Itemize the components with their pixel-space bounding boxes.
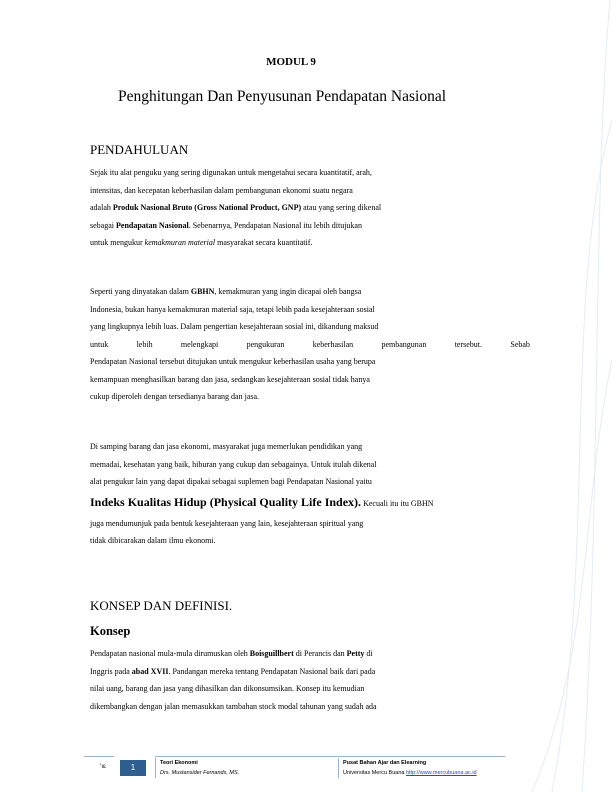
text-line: Seperti yang dinyatakan dalam GBHN, kemakmuran yang ingin dicapai oleh bangsa — [90, 287, 362, 296]
text-line: Pendapatan nasional mula-mula dirumuskan oleh Boisguillbert di Perancis dan Petty di — [90, 649, 373, 658]
paragraph-intro-3 — [90, 438, 530, 550]
footer-university: Universitas Mercu Buana http://www.mercubuana.ac.id — [343, 770, 477, 776]
text-line: kemampuan menghasilkan barang dan jasa, sedangkan kesejahteraan sosial tidak hanya — [90, 374, 370, 384]
text-line: untuk mengukur kemakmuran material masyarakat secara kuantitatif. — [90, 238, 313, 247]
text-line: Di samping barang dan jasa ekonomi, masyarakat juga memerlukan pendidikan yang — [90, 442, 363, 451]
decorative-curves — [522, 0, 612, 792]
text-line: Sejak itu alat penguku yang sering digunakan untuk mengetahui secara kuantitatif, arah, — [90, 168, 372, 177]
page-number-badge: 1 — [120, 760, 146, 776]
text-line: Indeks Kualitas Hidup (Physical Quality Life Index). Kecuali itu itu GBHN — [90, 494, 434, 509]
module-number: MODUL 9 — [266, 56, 316, 68]
paragraph-intro-2 — [90, 283, 530, 406]
footer-divider — [155, 756, 505, 757]
text-line: cukup diperoleh dengan tersedianya barang dan jasa. — [90, 392, 260, 401]
text-line: juga mendumunjuk pada bentuk kesejahteraan yang lain, kesejahteraan spiritual yang — [90, 518, 364, 528]
footer-author: Drs. Mustansider Fernands, MS. — [160, 770, 240, 776]
text-line: sebagai Pendapatan Nasional. Sebenarnya, Pendapatan Nasional itu lebih ditujukan — [90, 220, 362, 230]
footer-mark: ‘ıɛ — [100, 764, 106, 770]
text-line: alat pengukur lain yang dapat dipakai sebagai suplemen bagi Pendapatan Nasional yaitu — [90, 477, 372, 486]
section-heading-pendahuluan: PENDAHULUAN — [90, 142, 189, 157]
paragraph-intro-1 — [90, 164, 530, 252]
footer-vertical-divider — [155, 758, 156, 778]
text-line: Pendapatan Nasional tersebut ditujukan untuk mengukur keberhasilan usaha yang berupa — [90, 357, 376, 366]
text-line: memadai, kesehatan yang baik, hiburan yang cukup dan sebagainya. Untuk itulah dikenal — [90, 459, 377, 469]
subsection-heading-konsep: Konsep — [90, 624, 131, 638]
text-line: Inggris pada abad XVII. Pandangan mereka tentang Pendapatan Nasional baik dari pada — [90, 666, 376, 676]
footer-org: Pusat Bahan Ajar dan Elearning — [343, 760, 427, 766]
text-line: intensitas, dan kecepatan keberhasilan dalam pembangunan ekonomi suatu negara — [90, 185, 353, 195]
document-title: Penghitungan Dan Penyusunan Pendapatan Nasional — [118, 88, 447, 105]
text-line: Indonesia, bukan hanya kemakmuran material saja, tetapi lebih pada kesejahteraan sosial — [90, 304, 375, 314]
text-line: tidak dibicarakan dalam ilmu ekonomi. — [90, 536, 216, 545]
pqli-term: Indeks Kualitas Hidup (Physical Quality Life Index). — [90, 494, 362, 509]
text-line: nilai uang, barang dan jasa yang dihasilkan dan dikonsumsikan. Konsep itu kemudian — [90, 684, 365, 693]
footer-course: Teori Ekonomi — [160, 760, 198, 766]
section-heading-konsep: KONSEP DAN DEFINISI. — [90, 598, 233, 613]
text-line: yang lingkupnya lebih luas. Dalam pengertian kesejahteraan sosial ini, dikandung maksud — [90, 322, 379, 331]
footer-url-link[interactable]: http://www.mercubuana.ac.id — [405, 770, 477, 776]
footer-divider — [84, 756, 114, 757]
text-line: adalah Produk Nasional Bruto (Gross National Product, GNP) atau yang sering dikenal — [90, 203, 382, 212]
text-line: dikembangkan dengan jalan memasukkan tambahan stock modal tahunan yang sudah ada — [90, 701, 377, 711]
footer-vertical-divider — [338, 758, 339, 778]
paragraph-konsep-1 — [90, 645, 530, 715]
justified-line: untuk lebih melengkapi pengukuran keberhasilan pembangunan tersebut. Sebab — [90, 339, 530, 349]
